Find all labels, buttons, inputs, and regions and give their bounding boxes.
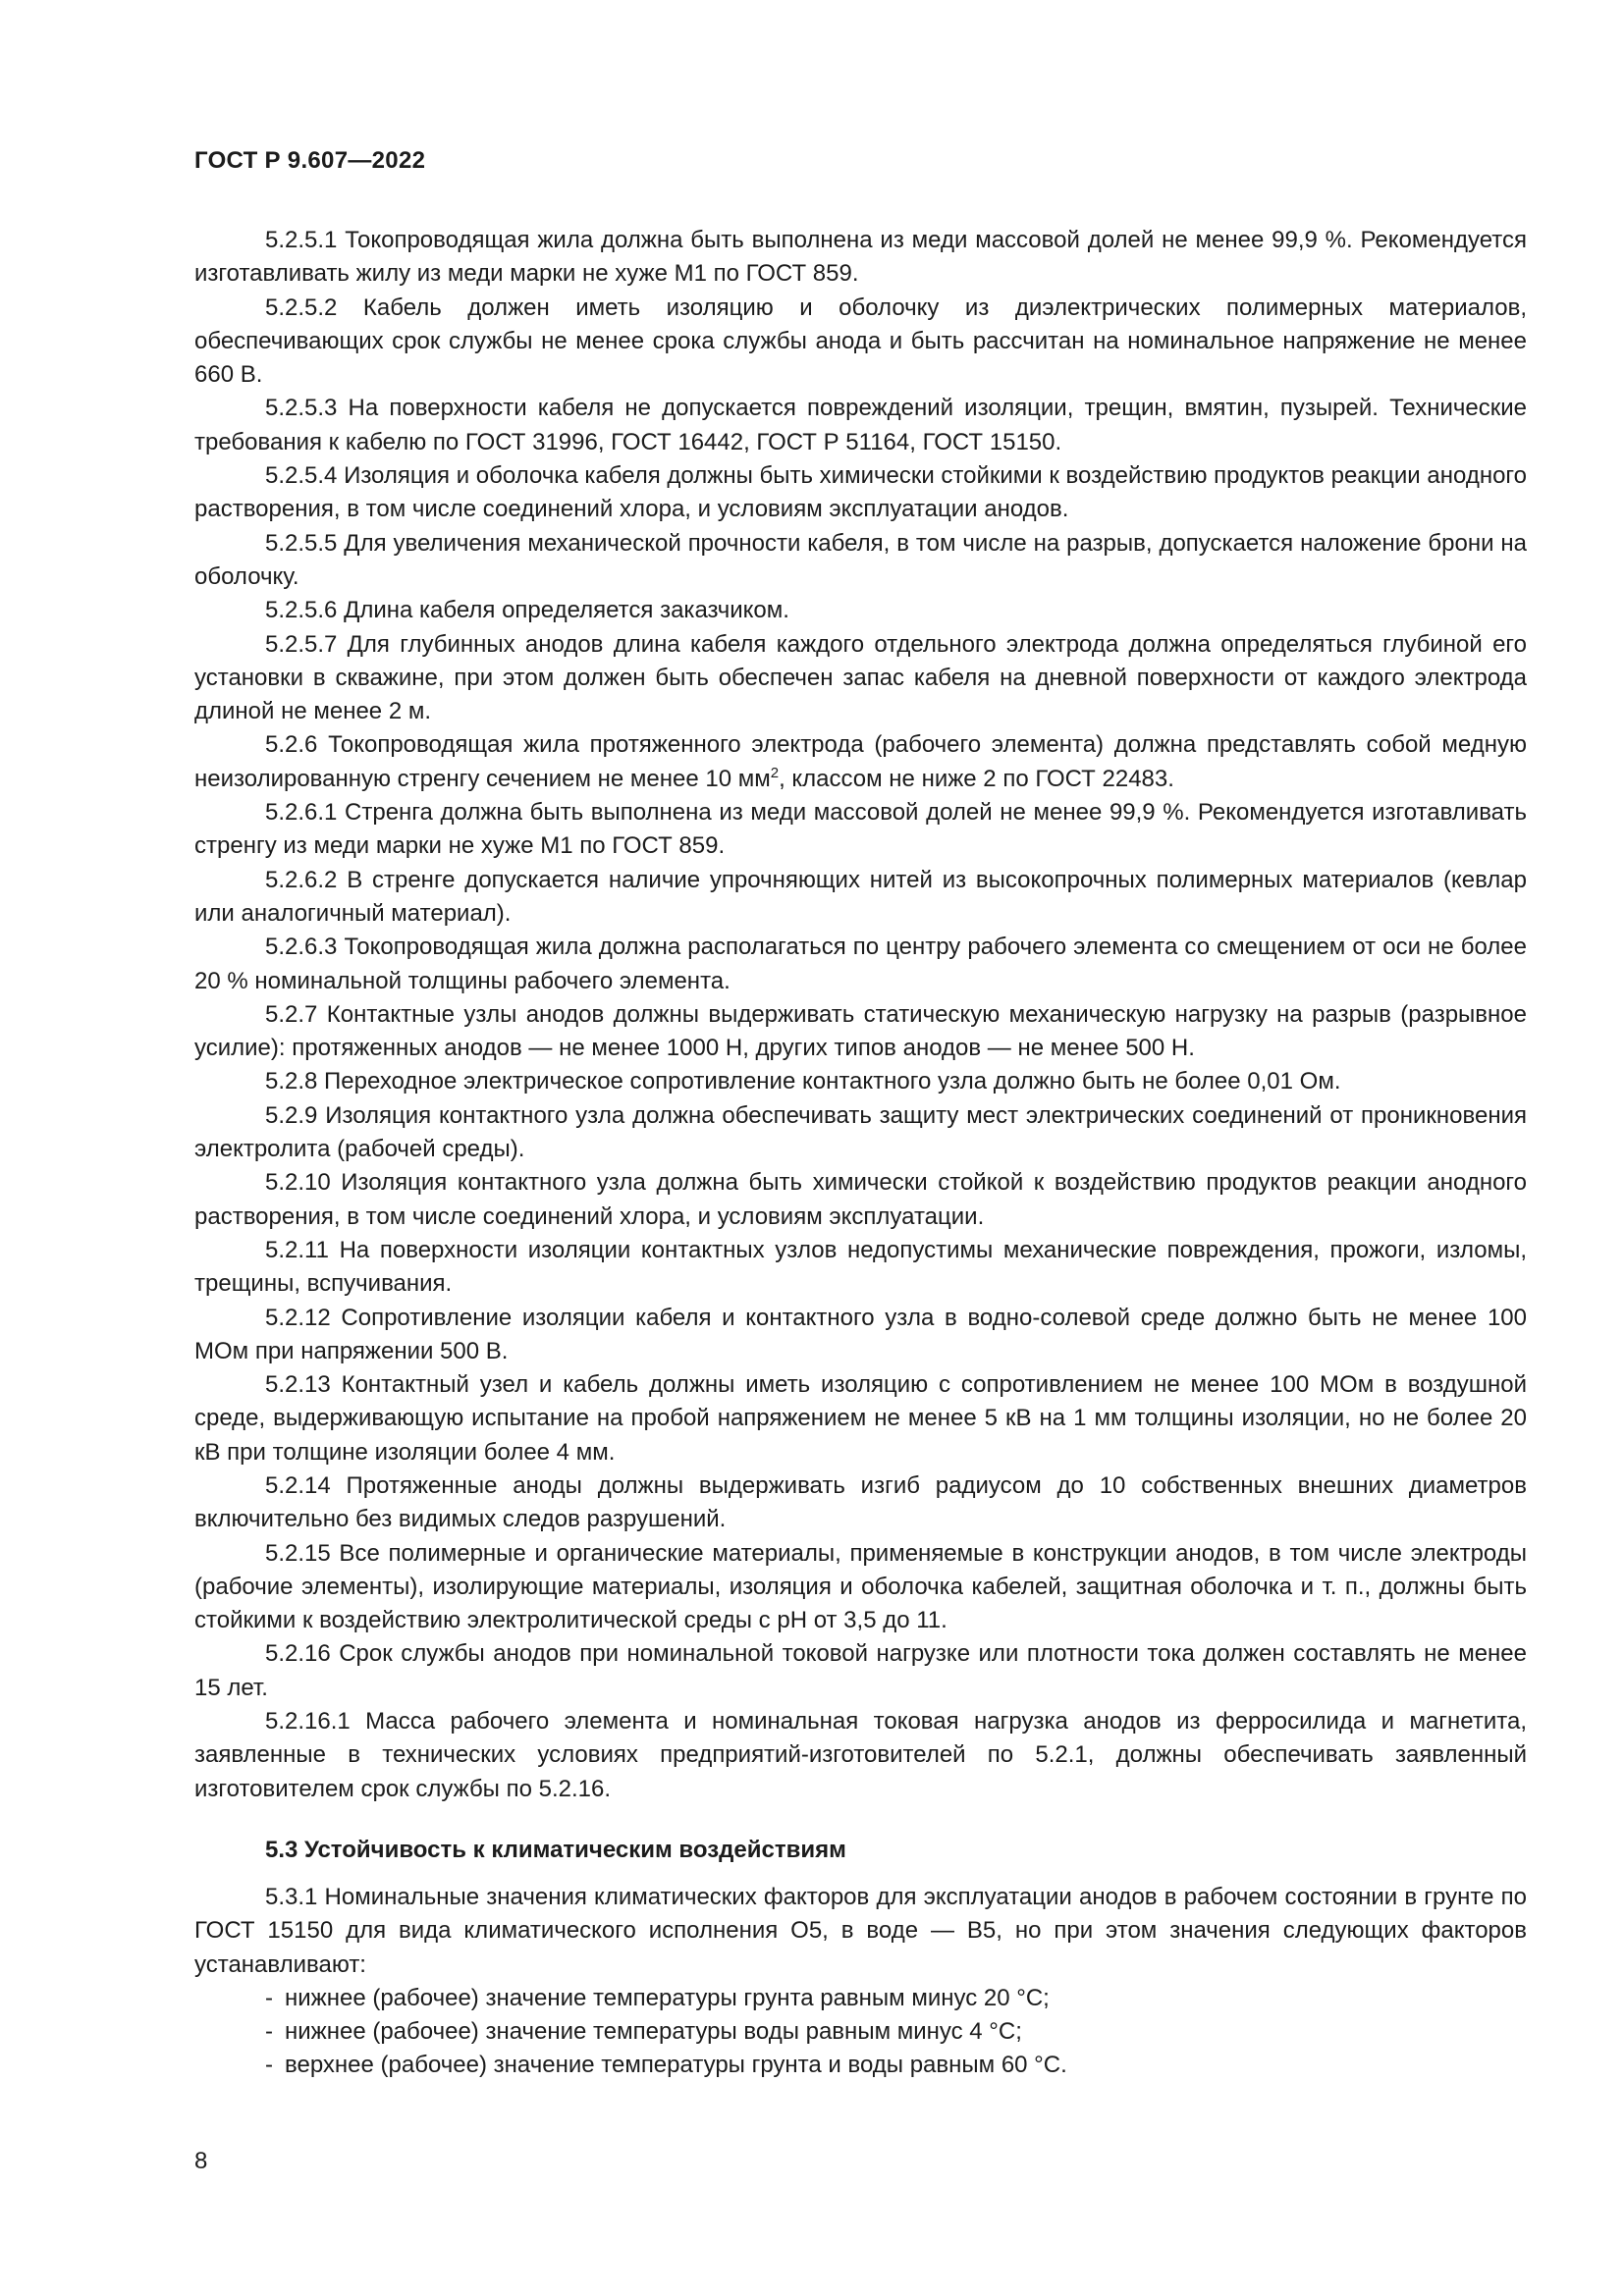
- paragraph-5-3-1: 5.3.1 Номинальные значения климатических факторов для эксплуатации анодов в рабочем состоянии в грунте по ГОСТ 15150 для вида климатического исполнения О5, в воде — В5, но при этом значения следующих факторов устанавливают:: [194, 1883, 1527, 1978]
- paragraph-5-2-6: [194, 728, 1527, 796]
- paragraph-5-2-16-1: 5.2.16.1 Масса рабочего элемента и номинальная токовая нагрузка анодов из ферросилида и магнетита, заявленные в технических условиях предприятий-изготовителей по 5.2.1, должны обеспечивать заявленный изготовителем срок службы по 5.2.16.: [194, 1708, 1527, 1802]
- document-body: [194, 224, 1527, 2083]
- paragraph-5-2-6-tail: , классом не ниже 2 по ГОСТ 22483.: [779, 765, 1174, 792]
- paragraph-5-2-5-1: 5.2.5.1 Токопроводящая жила должна быть выполнена из меди массовой долей не менее 99,9 %. Рекомендуется изготавливать жилу из меди марки не хуже М1 по ГОСТ 859.: [194, 227, 1527, 288]
- document-header-title: ГОСТ Р 9.607—2022: [194, 147, 426, 174]
- list-item-text: нижнее (рабочее) значение температуры грунта равным минус 20 °С;: [285, 1984, 1050, 2011]
- list-dash: -: [265, 1984, 273, 2011]
- list-item-text: нижнее (рабочее) значение температуры воды равным минус 4 °С;: [285, 2018, 1022, 2046]
- paragraph-5-2-5-4: 5.2.5.4 Изоляция и оболочка кабеля должны быть химически стойкими к воздействию продуктов реакции анодного растворения, в том числе соединений хлора, и условиям эксплуатации анодов.: [194, 462, 1527, 523]
- paragraph-5-2-5-3: 5.2.5.3 На поверхности кабеля не допускается повреждений изоляции, трещин, вмятин, пузырей. Технические требования к кабелю по ГОСТ 31996, ГОСТ 16442, ГОСТ Р 51164, ГОСТ 15150.: [194, 395, 1527, 455]
- list-item: [194, 2015, 1527, 2049]
- paragraph-5-2-13: 5.2.13 Контактный узел и кабель должны иметь изоляцию с сопротивлением не менее 100 МОм в воздушной среде, выдерживающую испытание на пробой напряжением не менее 5 кВ на 1 мм толщины изоляции, но не более 20 кВ при толщине изоляции более 4 мм.: [194, 1371, 1527, 1466]
- climate-factors-list: [194, 1982, 1527, 2083]
- list-item: [194, 1982, 1527, 2015]
- paragraph-5-2-16: 5.2.16 Срок службы анодов при номинальной токовой нагрузке или плотности тока должен составлять не менее 15 лет.: [194, 1640, 1527, 1701]
- paragraph-5-2-5-2: 5.2.5.2 Кабель должен иметь изоляцию и оболочку из диэлектрических полимерных материалов, обеспечивающих срок службы не менее срока службы анода и быть рассчитан на номинальное напряжение не менее 660 В.: [194, 294, 1527, 389]
- paragraph-5-2-11: 5.2.11 На поверхности изоляции контактных узлов недопустимы механические повреждения, прожоги, изломы, трещины, вспучивания.: [194, 1236, 1527, 1298]
- list-item-text: верхнее (рабочее) значение температуры грунта и воды равным 60 °С.: [285, 2052, 1067, 2079]
- paragraph-5-2-6-2: 5.2.6.2 В стренге допускается наличие упрочняющих нитей из высокопрочных полимерных материалов (кевлар или аналогичный материал).: [194, 866, 1527, 927]
- paragraph-5-2-14: 5.2.14 Протяженные аноды должны выдерживать изгиб радиусом до 10 собственных внешних диаметров включительно без видимых следов разрушений.: [194, 1471, 1527, 1533]
- section-heading-5-3: 5.3 Устойчивость к климатическим воздействиям: [265, 1836, 846, 1863]
- paragraph-5-2-6-text: 5.2.6 Токопроводящая жила протяженного электрода (рабочего элемента) должна представлять собой медную неизолированную стренгу сечением не менее 10 мм: [194, 731, 1527, 792]
- list-dash: -: [265, 2018, 273, 2046]
- paragraph-5-2-5-7: 5.2.5.7 Для глубинных анодов длина кабеля каждого отдельного электрода должна определяться глубиной его установки в скважине, при этом должен быть обеспечен запас кабеля на дневной поверхности от каждого электрода длиной не менее 2 м.: [194, 630, 1527, 725]
- paragraph-5-2-5-5: 5.2.5.5 Для увеличения механической прочности кабеля, в том числе на разрыв, допускается наложение брони на оболочку.: [194, 529, 1527, 590]
- paragraph-5-2-12: 5.2.12 Сопротивление изоляции кабеля и контактного узла в водно-солевой среде должно быть не менее 100 МОм при напряжении 500 В.: [194, 1304, 1527, 1364]
- paragraph-5-2-7: 5.2.7 Контактные узлы анодов должны выдерживать статическую механическую нагрузку на разрыв (разрывное усилие): протяженных анодов — не менее 1000 Н, других типов анодов — не менее 500 Н.: [194, 1000, 1527, 1062]
- paragraph-5-2-6-1: 5.2.6.1 Стренга должна быть выполнена из меди массовой долей не менее 99,9 %. Рекомендуется изготавливать стренгу из меди марки не хуже М1 по ГОСТ 859.: [194, 799, 1527, 860]
- paragraph-5-2-9: 5.2.9 Изоляция контактного узла должна обеспечивать защиту мест электрических соединений от проникновения электролита (рабочей среды).: [194, 1101, 1527, 1163]
- page-number: 8: [194, 2148, 208, 2174]
- paragraph-5-2-8: 5.2.8 Переходное электрическое сопротивление контактного узла должно быть не более 0,01 Ом.: [265, 1068, 1341, 1095]
- list-item: [194, 2049, 1527, 2082]
- paragraph-5-2-15: 5.2.15 Все полимерные и органические материалы, применяемые в конструкции анодов, в том числе электроды (рабочие элементы), изолирующие материалы, изоляция и оболочка кабелей, защитная оболочка и т. п., должны быть стойкими к воздействию электролитической среды с pH от 3,5 до 11.: [194, 1539, 1527, 1634]
- list-dash: -: [265, 2052, 273, 2079]
- superscript-squared: 2: [770, 764, 780, 781]
- paragraph-5-2-10: 5.2.10 Изоляция контактного узла должна быть химически стойкой к воздействию продуктов реакции анодного растворения, в том числе соединений хлора, и условиям эксплуатации.: [194, 1169, 1527, 1230]
- paragraph-5-2-5-6: 5.2.5.6 Длина кабеля определяется заказчиком.: [265, 597, 789, 624]
- paragraph-5-2-6-3: 5.2.6.3 Токопроводящая жила должна располагаться по центру рабочего элемента со смещением от оси не более 20 % номинальной толщины рабочего элемента.: [194, 934, 1527, 994]
